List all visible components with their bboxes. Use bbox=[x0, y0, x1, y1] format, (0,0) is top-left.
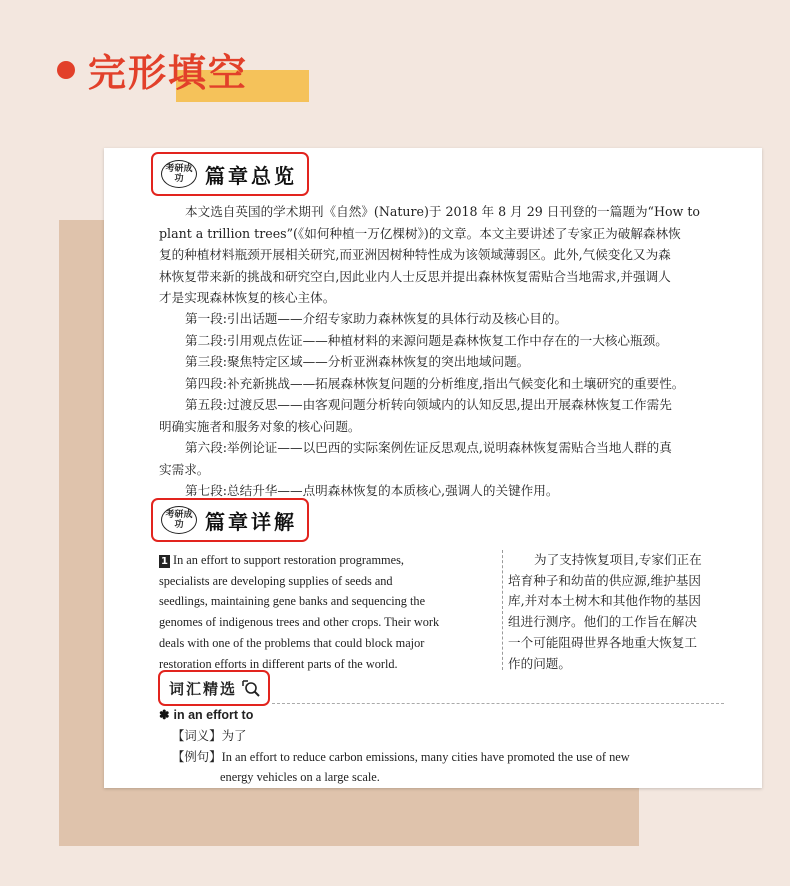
meaning-text: 为了 bbox=[221, 728, 247, 743]
magnifier-icon bbox=[241, 678, 261, 698]
vocab-meaning bbox=[172, 726, 246, 746]
intro-line: 本文选自英国的学术期刊《自然》(Nature)于 2018 年 8 月 29 日刊登的一篇题为“How to bbox=[185, 204, 700, 219]
chinese-line: 作的问题。 bbox=[508, 655, 571, 671]
vocab-example bbox=[172, 747, 732, 767]
english-line: restoration efforts in different parts of the world. bbox=[159, 656, 398, 671]
chinese-line: 为了支持恢复项目,专家们正在 bbox=[534, 552, 702, 567]
summary-line: 第三段:聚焦特定区域——分析亚洲森林恢复的突出地域问题。 bbox=[185, 354, 530, 369]
summary-line: 明确实施者和服务对象的核心问题。 bbox=[159, 418, 361, 434]
english-line: specialists are developing supplies of seeds and bbox=[159, 573, 393, 588]
vocab-entry-text: in an effort to bbox=[173, 708, 254, 722]
overview-header bbox=[151, 152, 309, 196]
english-line-text: In an effort to support restoration programmes, bbox=[172, 553, 404, 567]
meaning-label: 【词义】 bbox=[172, 728, 222, 743]
paragraph-summaries bbox=[159, 308, 724, 502]
example-label: 【例句】 bbox=[172, 749, 222, 764]
section-title: 完形填空 bbox=[88, 51, 249, 95]
vocab-entry bbox=[159, 707, 253, 722]
column-divider bbox=[502, 550, 503, 670]
intro-line: 林恢复带来新的挑战和研究空白,因此业内人士反思并提出森林恢复需贴合当地需求,并强调人 bbox=[159, 268, 671, 284]
section-bullet bbox=[57, 61, 75, 79]
vocab-divider bbox=[272, 703, 724, 704]
kaoyan-badge-icon bbox=[161, 506, 197, 534]
detail-heading: 篇章详解 bbox=[205, 509, 297, 534]
overview-heading: 篇章总览 bbox=[205, 163, 297, 188]
english-line bbox=[159, 550, 497, 571]
chinese-line: 组进行测序。他们的工作旨在解决 bbox=[508, 614, 697, 630]
english-line: genomes of indigenous trees and other crops. Their work bbox=[159, 615, 440, 630]
english-line: seedlings, maintaining gene banks and sequencing the bbox=[159, 594, 426, 609]
badge-text: 考研成功 bbox=[165, 510, 193, 530]
english-line: deals with one of the problems that could block major bbox=[159, 635, 425, 650]
intro-line: 复的种植材料瓶颈开展相关研究,而亚洲因树种特性成为该领域薄弱区。此外,气候变化又为森 bbox=[159, 247, 671, 262]
paragraph-number: 1 bbox=[161, 556, 168, 567]
chinese-line: 培育种子和幼苗的供应源,维护基因 bbox=[508, 572, 701, 588]
flower-bullet-icon: ✽ bbox=[159, 708, 170, 722]
vocab-header bbox=[158, 670, 270, 706]
chinese-line: 库,并对本土树木和其他作物的基因 bbox=[508, 593, 701, 609]
vocab-heading: 词汇精选 bbox=[169, 679, 238, 698]
vocab-example-cont: energy vehicles on a large scale. bbox=[220, 770, 380, 784]
summary-line: 第五段:过渡反思——由客观问题分析转向领域内的认知反思,提出开展森林恢复工作需先 bbox=[185, 397, 672, 412]
example-text: In an effort to reduce carbon emissions, many cities have promoted the use of new bbox=[221, 750, 630, 764]
badge-text: 考研成功 bbox=[165, 164, 193, 184]
summary-line: 第一段:引出话题——介绍专家助力森林恢复的具体行动及核心目的。 bbox=[185, 311, 568, 326]
summary-line: 第六段:举例论证——以巴西的实际案例佐证反思观点,说明森林恢复需贴合当地人群的真 bbox=[185, 440, 672, 455]
chinese-line: 一个可能阻碍世界各地重大恢复工 bbox=[508, 634, 697, 650]
intro-line: 才是实现森林恢复的核心主体。 bbox=[159, 290, 336, 305]
english-passage bbox=[159, 550, 497, 674]
intro-line: plant a trillion trees”(《如何种植一万亿棵树》)的文章。本文主要讲述了专家正为破解森林恢 bbox=[159, 225, 681, 241]
chinese-translation bbox=[508, 550, 728, 674]
intro-paragraph bbox=[159, 201, 724, 309]
summary-line: 第七段:总结升华——点明森林恢复的本质核心,强调人的关键作用。 bbox=[185, 483, 559, 498]
detail-header bbox=[151, 498, 309, 542]
kaoyan-badge-icon bbox=[161, 160, 197, 188]
summary-line: 实需求。 bbox=[159, 461, 210, 477]
summary-line: 第二段:引用观点佐证——种植材料的来源问题是森林恢复工作中存在的一大核心瓶颈。 bbox=[185, 332, 668, 348]
document-page bbox=[104, 148, 762, 788]
summary-line: 第四段:补充新挑战——拓展森林恢复问题的分析维度,指出气候变化和土壤研究的重要性。 bbox=[185, 375, 685, 391]
